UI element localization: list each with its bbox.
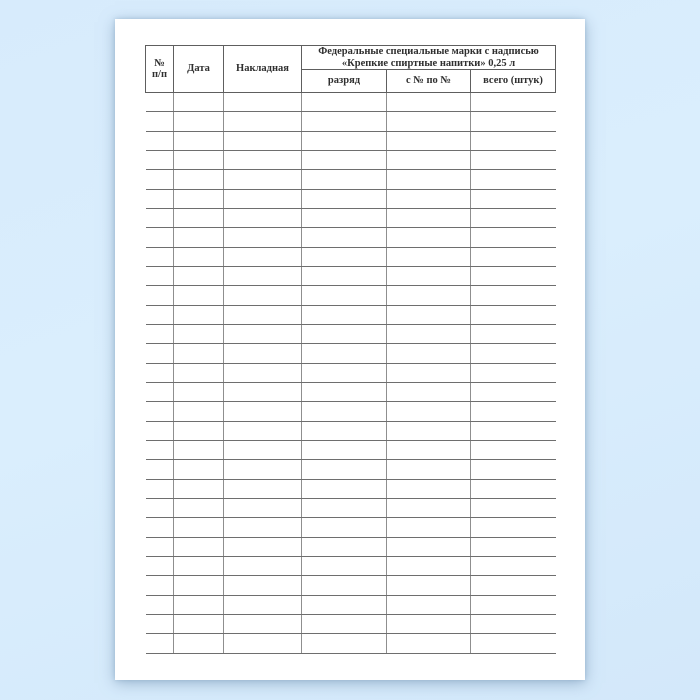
table-header xyxy=(146,46,556,93)
table-cell xyxy=(174,208,224,227)
table-cell xyxy=(387,208,471,227)
table-cell xyxy=(387,498,471,517)
table-cell xyxy=(224,228,302,247)
table-cell xyxy=(302,576,387,595)
table-cell xyxy=(471,576,556,595)
table-cell xyxy=(302,150,387,169)
table-cell xyxy=(471,537,556,556)
table-cell xyxy=(146,421,174,440)
table-cell xyxy=(224,189,302,208)
table-cell xyxy=(471,556,556,575)
table-cell xyxy=(302,537,387,556)
table-cell xyxy=(387,363,471,382)
table-cell xyxy=(224,595,302,614)
stamps-group-title-line2: «Крепкие спиртные напитки» 0,25 л xyxy=(341,57,516,69)
table-cell xyxy=(471,170,556,189)
header-cell-invoice: Накладная xyxy=(224,46,302,93)
table-cell xyxy=(224,402,302,421)
table-cell xyxy=(224,305,302,324)
table-cell xyxy=(471,595,556,614)
table-row xyxy=(146,131,556,150)
table-cell xyxy=(146,479,174,498)
table-cell xyxy=(302,305,387,324)
table-cell xyxy=(387,170,471,189)
table-cell xyxy=(387,556,471,575)
table-cell xyxy=(302,421,387,440)
table-cell xyxy=(146,614,174,633)
table-cell xyxy=(174,460,224,479)
table-cell xyxy=(302,189,387,208)
table-cell xyxy=(471,150,556,169)
table-cell xyxy=(302,634,387,653)
table-cell xyxy=(174,247,224,266)
table-cell xyxy=(174,421,224,440)
table-cell xyxy=(302,363,387,382)
table-cell xyxy=(174,305,224,324)
table-cell xyxy=(174,498,224,517)
table-cell xyxy=(146,556,174,575)
table-cell xyxy=(471,460,556,479)
table-cell xyxy=(302,402,387,421)
table-cell xyxy=(387,324,471,343)
table-cell xyxy=(387,440,471,459)
table-cell xyxy=(146,402,174,421)
table-cell xyxy=(471,324,556,343)
stamps-group-title-line1: Федеральные специальные марки с надписью xyxy=(318,46,539,57)
table-cell xyxy=(302,247,387,266)
table-cell xyxy=(224,131,302,150)
table-cell xyxy=(224,614,302,633)
table-cell xyxy=(387,286,471,305)
table-row xyxy=(146,556,556,575)
table-cell xyxy=(387,93,471,112)
table-cell xyxy=(174,595,224,614)
table-cell xyxy=(302,170,387,189)
table-row xyxy=(146,305,556,324)
table-cell xyxy=(174,634,224,653)
table-cell xyxy=(387,479,471,498)
table-cell xyxy=(174,382,224,401)
table-row xyxy=(146,576,556,595)
table-cell xyxy=(174,402,224,421)
table-cell xyxy=(471,518,556,537)
table-cell xyxy=(174,363,224,382)
table-cell xyxy=(224,344,302,363)
table-cell xyxy=(471,634,556,653)
table-cell xyxy=(387,266,471,285)
table-cell xyxy=(471,363,556,382)
table-cell xyxy=(387,576,471,595)
table-cell xyxy=(471,131,556,150)
table-row xyxy=(146,498,556,517)
table-cell xyxy=(471,112,556,131)
table-cell xyxy=(302,131,387,150)
table-row xyxy=(146,266,556,285)
table-cell xyxy=(224,576,302,595)
table-cell xyxy=(302,518,387,537)
table-cell xyxy=(174,112,224,131)
table-cell xyxy=(174,614,224,633)
table-cell xyxy=(471,228,556,247)
table-cell xyxy=(224,460,302,479)
table-row xyxy=(146,460,556,479)
table-cell xyxy=(146,498,174,517)
table-cell xyxy=(471,382,556,401)
table-cell xyxy=(224,440,302,459)
table-row xyxy=(146,440,556,459)
table-cell xyxy=(387,189,471,208)
table-cell xyxy=(471,208,556,227)
table-cell xyxy=(174,324,224,343)
table-cell xyxy=(471,247,556,266)
header-cell-date: Дата xyxy=(174,46,224,93)
table-cell xyxy=(174,189,224,208)
table-cell xyxy=(146,170,174,189)
table-row xyxy=(146,537,556,556)
header-cell-stamps-group xyxy=(302,46,556,70)
table-row xyxy=(146,402,556,421)
table-cell xyxy=(302,93,387,112)
header-cell-row-number xyxy=(146,46,174,93)
table-cell xyxy=(224,556,302,575)
table-cell xyxy=(387,634,471,653)
table-cell xyxy=(174,170,224,189)
header-cell-total-pieces: всего (штук) xyxy=(471,70,556,93)
table-cell xyxy=(224,93,302,112)
table-row xyxy=(146,382,556,401)
header-cell-number-range: с № по № xyxy=(387,70,471,93)
table-row xyxy=(146,344,556,363)
table-cell xyxy=(387,595,471,614)
table-cell xyxy=(387,518,471,537)
table-cell xyxy=(302,112,387,131)
table-cell xyxy=(224,634,302,653)
table-cell xyxy=(302,228,387,247)
table-cell xyxy=(471,440,556,459)
table-row xyxy=(146,170,556,189)
table-cell xyxy=(146,228,174,247)
table-cell xyxy=(146,595,174,614)
table-cell xyxy=(146,131,174,150)
table-cell xyxy=(387,247,471,266)
table-cell xyxy=(146,344,174,363)
table-cell xyxy=(146,440,174,459)
table-cell xyxy=(302,614,387,633)
paper-sheet xyxy=(115,19,585,680)
table-cell xyxy=(387,382,471,401)
table-cell xyxy=(302,266,387,285)
table-cell xyxy=(387,112,471,131)
table-cell xyxy=(302,595,387,614)
header-cell-razryad: разряд xyxy=(302,70,387,93)
table-cell xyxy=(471,614,556,633)
table-cell xyxy=(471,421,556,440)
table-row xyxy=(146,479,556,498)
table-cell xyxy=(387,537,471,556)
table-cell xyxy=(224,537,302,556)
table-body xyxy=(146,93,556,654)
table-cell xyxy=(146,537,174,556)
table-cell xyxy=(387,305,471,324)
table-cell xyxy=(146,460,174,479)
table-cell xyxy=(174,286,224,305)
table-row xyxy=(146,421,556,440)
table-row xyxy=(146,518,556,537)
table-cell xyxy=(146,305,174,324)
table-cell xyxy=(224,266,302,285)
table-cell xyxy=(387,614,471,633)
table-cell xyxy=(174,556,224,575)
table-row xyxy=(146,324,556,343)
table-row xyxy=(146,634,556,653)
table-row xyxy=(146,150,556,169)
table-row xyxy=(146,247,556,266)
table-row xyxy=(146,112,556,131)
table-cell xyxy=(302,556,387,575)
table-cell xyxy=(146,112,174,131)
table-cell xyxy=(471,344,556,363)
table-cell xyxy=(146,150,174,169)
table-cell xyxy=(302,382,387,401)
table-cell xyxy=(224,112,302,131)
table-cell xyxy=(471,402,556,421)
table-cell xyxy=(471,305,556,324)
table-cell xyxy=(387,131,471,150)
table-cell xyxy=(387,460,471,479)
stamps-register-table xyxy=(145,45,556,654)
table-cell xyxy=(302,344,387,363)
table-cell xyxy=(174,131,224,150)
table-cell xyxy=(146,247,174,266)
table-row xyxy=(146,614,556,633)
table-cell xyxy=(224,421,302,440)
table-cell xyxy=(302,286,387,305)
table-cell xyxy=(471,189,556,208)
table-row xyxy=(146,93,556,112)
table-cell xyxy=(224,382,302,401)
table-cell xyxy=(302,460,387,479)
table-cell xyxy=(146,363,174,382)
table-cell xyxy=(146,576,174,595)
table-cell xyxy=(146,324,174,343)
table-cell xyxy=(174,479,224,498)
table-cell xyxy=(146,208,174,227)
table-cell xyxy=(387,421,471,440)
table-cell xyxy=(146,518,174,537)
table-cell xyxy=(224,324,302,343)
table-cell xyxy=(387,344,471,363)
table-cell xyxy=(146,382,174,401)
table-row xyxy=(146,363,556,382)
table-cell xyxy=(224,170,302,189)
table-cell xyxy=(302,440,387,459)
table-cell xyxy=(471,266,556,285)
table-cell xyxy=(174,150,224,169)
table-cell xyxy=(387,402,471,421)
table-cell xyxy=(174,266,224,285)
table-row xyxy=(146,208,556,227)
table-cell xyxy=(224,286,302,305)
table-cell xyxy=(471,93,556,112)
table-row xyxy=(146,286,556,305)
table-cell xyxy=(146,189,174,208)
table-cell xyxy=(174,518,224,537)
table-cell xyxy=(174,576,224,595)
table-cell xyxy=(174,344,224,363)
table-cell xyxy=(471,479,556,498)
table-cell xyxy=(387,228,471,247)
table-cell xyxy=(224,479,302,498)
table-row xyxy=(146,595,556,614)
table-cell xyxy=(146,286,174,305)
table-cell xyxy=(302,324,387,343)
table-cell xyxy=(174,440,224,459)
table-cell xyxy=(174,93,224,112)
table-cell xyxy=(146,266,174,285)
table-cell xyxy=(146,634,174,653)
table-cell xyxy=(224,518,302,537)
header-label-number-line2: п/п xyxy=(151,69,168,80)
table-cell xyxy=(224,498,302,517)
table-cell xyxy=(302,498,387,517)
table-cell xyxy=(224,363,302,382)
table-cell xyxy=(174,228,224,247)
table-cell xyxy=(224,247,302,266)
table-cell xyxy=(174,537,224,556)
table-cell xyxy=(302,479,387,498)
table-cell xyxy=(302,208,387,227)
table-row xyxy=(146,189,556,208)
table-cell xyxy=(471,498,556,517)
table-row xyxy=(146,228,556,247)
table-cell xyxy=(224,150,302,169)
table-cell xyxy=(471,286,556,305)
table-cell xyxy=(146,93,174,112)
table-cell xyxy=(224,208,302,227)
table-cell xyxy=(387,150,471,169)
header-label-number-line1: № xyxy=(154,57,165,69)
